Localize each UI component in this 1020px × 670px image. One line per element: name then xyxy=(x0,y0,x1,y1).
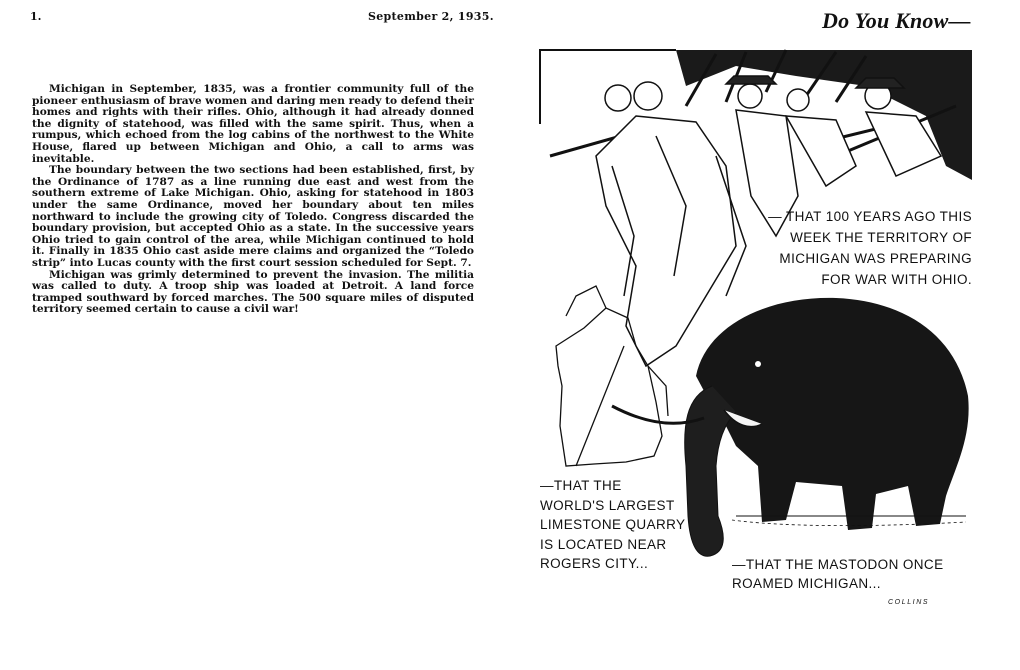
artist-signature: COLLINS xyxy=(888,599,930,606)
caption-limestone-quarry: —THAT THE WORLD'S LARGEST LIMESTONE QUARRY IS LOCATED NEAR ROGERS CITY... xyxy=(540,478,686,571)
article-paragraph: Michigan was grimly determined to prevent the invasion. The militia was called to duty. A troop ship was loaded at Detroit. A land force tramped southward by forced marches. The 500 square miles of disputed territory seemed certain to cause a civil war! xyxy=(32,268,474,316)
cartoon-panel xyxy=(536,46,972,610)
caption-war-with-ohio: — THAT 100 YEARS AGO THIS WEEK THE TERRITORY OF MICHIGAN WAS PREPARING FOR WAR WITH OHIO. xyxy=(768,209,972,287)
article-text xyxy=(32,84,474,316)
page-number: 1. xyxy=(30,10,42,23)
caption-mastodon: —THAT THE MASTODON ONCE ROAMED MICHIGAN... xyxy=(732,557,944,591)
issue-date: September 2, 1935. xyxy=(368,10,494,23)
article-paragraph: The boundary between the two sections had been established, first, by the Ordinance of 1787 as a line running due east and west from the southern extreme of Lake Michigan. Ohio, asking for statehood in 1803 under the same Ordinance, moved her boundary about ten miles northward to include the growing city of Toledo. Congress discarded the boundary provision, but accepted Ohio as a state. In the successive years Ohio tried to gain control of the area, while Michigan continued to hold it. Finally in 1835 Ohio cast aside mere claims and organized the “Toledo strip” into Lucas county with the first court session scheduled for Sept. 7. xyxy=(32,164,474,269)
article-paragraph: Michigan in September, 1835, was a frontier community full of the pioneer enthusiasm of brave women and daring men ready to defend their homes and rights with their rifles. Ohio, although it had already donned the dignity of statehood, was filled with the same spirit. Thus, when a rumpus, which echoed from the log cabins of the northwest to the White House, flared up between Michigan and Ohio, a call to arms was inevitable. xyxy=(32,83,474,165)
feature-title: Do You Know— xyxy=(822,8,971,33)
